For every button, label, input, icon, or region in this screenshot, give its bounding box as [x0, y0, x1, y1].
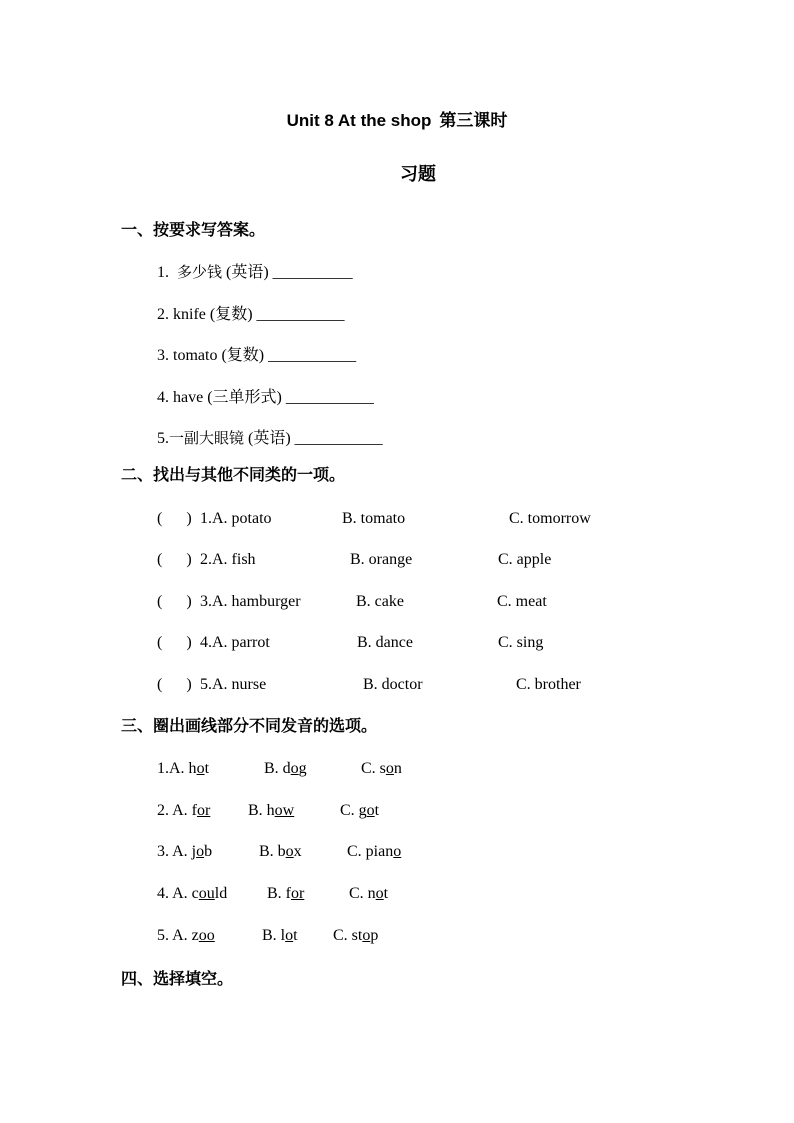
option-b: B. orange — [350, 551, 413, 568]
option-a: 5.A. nurse — [200, 676, 267, 693]
option-b: B. dance — [357, 634, 413, 651]
section1-item-3: 3. tomato (复数) ___________ — [157, 347, 357, 364]
answer-paren: ( ) — [157, 676, 192, 693]
option-b: B. lot — [262, 927, 298, 944]
option-b: B. cake — [356, 593, 404, 610]
title-lesson: 第三课时 — [439, 111, 508, 131]
option-c: C. not — [349, 885, 389, 902]
option-a: 1.A. potato — [200, 510, 272, 527]
option-c: C. brother — [516, 676, 581, 693]
title-english: Unit 8 At the shop — [286, 111, 432, 130]
option-a: 3.A. hamburger — [200, 593, 301, 610]
section1-heading: 一、按要求写答案。 — [121, 220, 266, 239]
option-c: C. son — [361, 760, 402, 777]
option-b: B. dog — [264, 760, 307, 777]
option-b: B. box — [259, 843, 302, 860]
option-b: B. doctor — [363, 676, 423, 693]
option-a: 5. A. zoo — [157, 927, 215, 944]
page-title — [0, 106, 794, 131]
section2-heading: 二、找出与其他不同类的一项。 — [121, 465, 346, 484]
answer-paren: ( ) — [157, 510, 192, 527]
section1-item-4: 4. have (三单形式) ___________ — [157, 389, 374, 406]
section1-item-5: 5.一副大眼镜 (英语) ___________ — [157, 429, 383, 447]
option-a: 2.A. fish — [200, 551, 256, 568]
option-c: C. sing — [498, 634, 544, 651]
answer-paren: ( ) — [157, 551, 192, 568]
option-a: 2. A. for — [157, 802, 211, 819]
option-a: 3. A. job — [157, 843, 213, 860]
section4-heading: 四、选择填空。 — [121, 969, 234, 988]
option-c: C. tomorrow — [509, 510, 591, 527]
section1-item-1: 1. 多少钱 (英语) __________ — [157, 263, 353, 281]
option-a: 4.A. parrot — [200, 634, 270, 651]
option-b: B. how — [248, 802, 295, 819]
answer-paren: ( ) — [157, 634, 192, 651]
option-b: B. for — [267, 885, 305, 902]
option-a: 1.A. hot — [157, 760, 210, 777]
option-a: 4. A. could — [157, 885, 228, 902]
section1-item-2: 2. knife (复数) ___________ — [157, 306, 345, 323]
option-c: C. meat — [497, 593, 547, 610]
option-c: C. apple — [498, 551, 552, 568]
option-c: C. piano — [347, 843, 402, 860]
section3-heading: 三、圈出画线部分不同发音的选项。 — [121, 716, 378, 735]
option-c: C. got — [340, 802, 380, 819]
answer-paren: ( ) — [157, 593, 192, 610]
option-b: B. tomato — [342, 510, 406, 527]
option-c: C. stop — [333, 927, 379, 944]
page-subtitle: 习题 — [400, 164, 436, 185]
